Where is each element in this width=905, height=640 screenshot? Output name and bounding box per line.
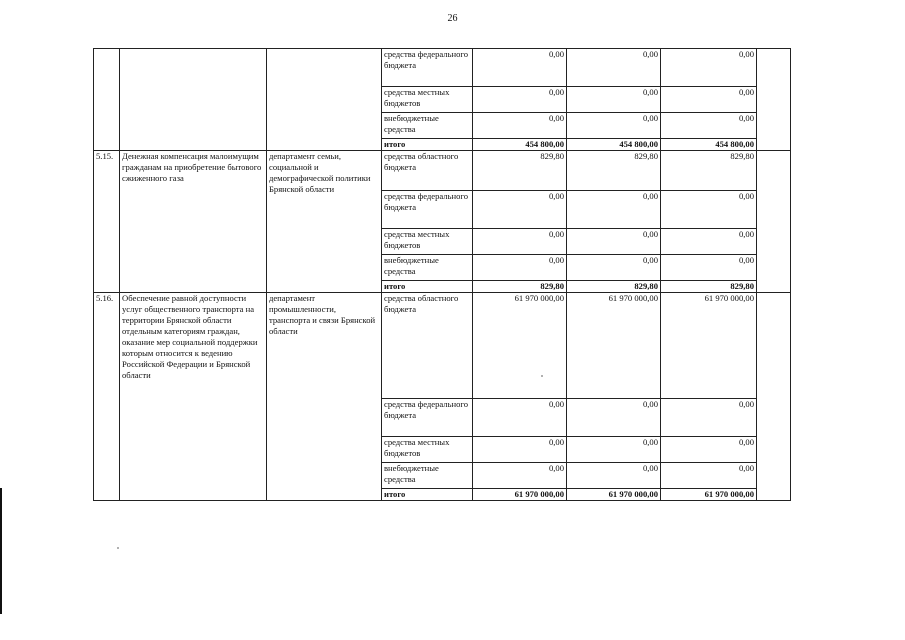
source-cell: средства местных бюджетов — [382, 229, 473, 255]
value-cell: 0,00 — [473, 49, 567, 87]
value-cell: 0,00 — [473, 399, 567, 437]
source-cell: внебюджетные средства — [382, 113, 473, 139]
num-cell — [94, 49, 120, 151]
extra-cell — [757, 49, 791, 151]
value-cell: 61 970 000,00 — [473, 293, 567, 399]
value-cell: 829,80 — [567, 151, 661, 191]
source-cell: средства местных бюджетов — [382, 87, 473, 113]
total-value: 454 800,00 — [567, 139, 661, 151]
budget-table — [93, 48, 791, 501]
value-cell: 0,00 — [661, 255, 757, 281]
value-cell: 0,00 — [473, 113, 567, 139]
value-cell: 0,00 — [567, 113, 661, 139]
item-number: 5.15. — [94, 151, 120, 293]
total-label: итого — [382, 139, 473, 151]
value-cell: 0,00 — [661, 191, 757, 229]
scan-edge-mark — [0, 488, 2, 614]
source-cell: средства местных бюджетов — [382, 437, 473, 463]
value-cell: 829,80 — [661, 151, 757, 191]
item-executor: департамент семьи, социальной и демографической политики Брянской области — [267, 151, 382, 293]
value-cell: 0,00 — [473, 437, 567, 463]
name-cell — [120, 49, 267, 151]
value-cell: 61 970 000,00 — [567, 293, 661, 399]
value-cell: 0,00 — [661, 463, 757, 489]
value-cell: 0,00 — [567, 191, 661, 229]
total-label: итого — [382, 489, 473, 501]
total-value: 829,80 — [473, 281, 567, 293]
source-cell: внебюджетные средства — [382, 463, 473, 489]
value-cell: 0,00 — [661, 229, 757, 255]
value-cell: 0,00 — [567, 255, 661, 281]
value-cell: 0,00 — [661, 437, 757, 463]
source-cell: средства областного бюджета — [382, 151, 473, 191]
item-executor: департамент промышленности, транспорта и связи Брянской области — [267, 293, 382, 501]
value-cell: 0,00 — [661, 87, 757, 113]
value-cell: 0,00 — [473, 255, 567, 281]
extra-cell — [757, 151, 791, 293]
source-cell: средства областного бюджета — [382, 293, 473, 399]
value-cell: 0,00 — [473, 87, 567, 113]
value-cell: 0,00 — [661, 399, 757, 437]
total-label: итого — [382, 281, 473, 293]
item-name: Денежная компенсация малоимущим гражданам на приобретение бытового сжиженного газа — [120, 151, 267, 293]
total-value: 829,80 — [661, 281, 757, 293]
executor-cell — [267, 49, 382, 151]
value-cell: 0,00 — [473, 191, 567, 229]
total-value: 454 800,00 — [473, 139, 567, 151]
value-cell: 0,00 — [473, 229, 567, 255]
total-value: 61 970 000,00 — [473, 489, 567, 501]
value-cell: 0,00 — [567, 437, 661, 463]
value-cell: 0,00 — [567, 463, 661, 489]
scan-dot — [541, 375, 543, 377]
source-cell: средства федерального бюджета — [382, 49, 473, 87]
value-cell: 0,00 — [567, 49, 661, 87]
page-number: 26 — [447, 13, 458, 24]
value-cell: 0,00 — [567, 229, 661, 255]
total-value: 829,80 — [567, 281, 661, 293]
source-cell: внебюджетные средства — [382, 255, 473, 281]
total-value: 61 970 000,00 — [661, 489, 757, 501]
source-cell: средства федерального бюджета — [382, 191, 473, 229]
value-cell: 61 970 000,00 — [661, 293, 757, 399]
total-value: 61 970 000,00 — [567, 489, 661, 501]
value-cell: 0,00 — [473, 463, 567, 489]
value-cell: 0,00 — [661, 49, 757, 87]
table-row — [94, 293, 791, 399]
table-row — [94, 151, 791, 191]
scan-dot — [117, 547, 119, 549]
value-cell: 829,80 — [473, 151, 567, 191]
item-name: Обеспечение равной доступности услуг общественного транспорта на территории Брянской области отдельным категориям граждан, оказание мер социальной поддержки которым относится к ведению Российской Федерации и Брянской области — [120, 293, 267, 501]
source-cell: средства федерального бюджета — [382, 399, 473, 437]
extra-cell — [757, 293, 791, 501]
value-cell: 0,00 — [661, 113, 757, 139]
total-value: 454 800,00 — [661, 139, 757, 151]
value-cell: 0,00 — [567, 87, 661, 113]
item-number: 5.16. — [94, 293, 120, 501]
table-row — [94, 49, 791, 87]
value-cell: 0,00 — [567, 399, 661, 437]
